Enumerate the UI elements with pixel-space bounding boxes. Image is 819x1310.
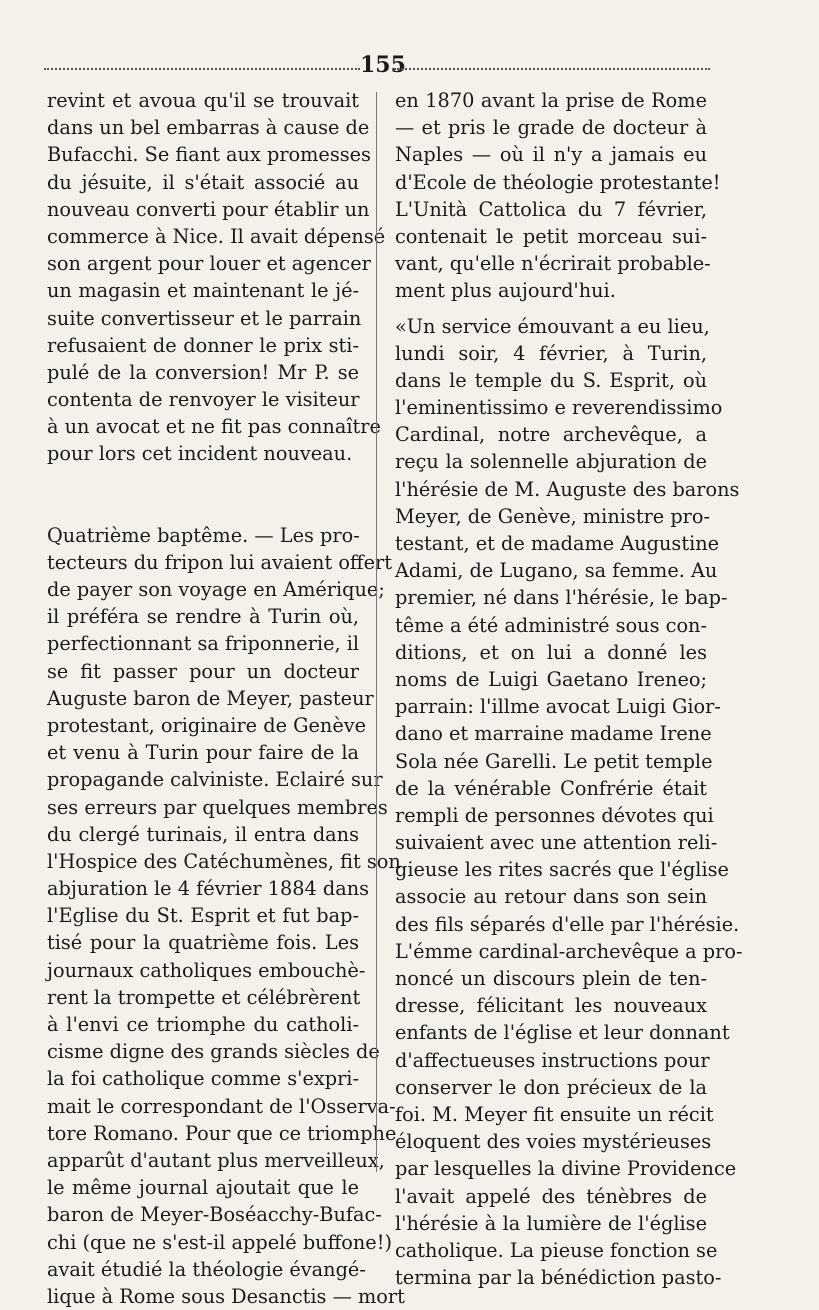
right-column-text-line: l'hérésie à la lumière de l'église [395, 1211, 707, 1235]
left-column-text-line: du jésuite, il s'était associé au [47, 170, 359, 194]
right-column-text-line: lundi soir, 4 février, à Turin, [395, 341, 707, 365]
left-column-text-line: lique à Rome sous Desanctis — mort [47, 1284, 405, 1308]
left-column-text-line: baron de Meyer-Boséacchy-Bufac- [47, 1203, 382, 1227]
left-column [47, 87, 405, 1310]
right-column-text-line: Meyer, de Genève, ministre pro- [395, 504, 711, 528]
left-column-text-line: l'Hospice des Catéchumènes, fit son [47, 849, 401, 873]
right-column-text-line: tême a été administré sous con- [395, 613, 707, 637]
right-column-text-line: dans le temple du S. Esprit, où [395, 368, 707, 392]
left-column-text-line: à un avocat et ne fit pas connaître [47, 415, 381, 439]
right-column-text-line: suivaient avec une attention reli- [395, 831, 718, 855]
left-column-text-line: perfectionnant sa friponnerie, il [47, 632, 360, 656]
header-rule-right [394, 68, 710, 70]
right-column-text-line: l'avait appelé des ténèbres de [395, 1184, 707, 1208]
left-column-text-line: propagande calviniste. Eclairé sur [47, 768, 383, 792]
left-column-text-line: Auguste baron de Meyer, pasteur [47, 686, 374, 710]
right-column-text-line: Naples — où il n'y a jamais eu [395, 143, 707, 167]
right-column-text-line: catholique. La pieuse fonction se [395, 1238, 718, 1262]
right-column-text-line: de la vénérable Confrérie était [395, 776, 707, 800]
right-column-text-line: L'émme cardinal-archevêque a pro- [395, 939, 743, 963]
right-column-text-line: en 1870 avant la prise de Rome [395, 89, 707, 112]
right-column-text-line: noncé un discours plein de ten- [395, 967, 707, 990]
right-column-text-line: rempli de personnes dévotes qui [395, 803, 714, 827]
left-column-text-line: se fit passer pour un docteur [47, 659, 359, 683]
right-column-text-line: ditions, et on lui a donné les [395, 640, 707, 664]
right-column-text-line: parrain: l'illme avocat Luigi Gior- [395, 695, 721, 719]
left-column-text-line: de payer son voyage en Amérique; [47, 578, 385, 601]
left-column-text-line: l'Eglise du St. Esprit et fut bap- [47, 904, 359, 928]
left-column-text-line: pulé de la conversion! Mr P. se [47, 360, 359, 384]
header-rule-left [44, 68, 360, 70]
left-column-text-line: mait le correspondant de l'Osserva- [47, 1094, 396, 1118]
paragraph-gap [395, 305, 707, 313]
right-column-text-line: enfants de l'église et leur donnant [395, 1021, 730, 1045]
left-column-text-line: suite convertisseur et le parrain [47, 306, 362, 330]
right-column-text-line: des fils séparés d'elle par l'hérésie. [395, 912, 740, 936]
left-column-text-line: revint et avoua qu'il se trouvait [47, 89, 359, 112]
right-column-text-line: noms de Luigi Gaetano Ireneo; [395, 667, 707, 691]
left-column-text-line: un magasin et maintenant le jé- [47, 279, 359, 303]
right-column-text-line: Sola née Garelli. Le petit temple [395, 749, 713, 773]
right-column-text-line: par lesquelles la divine Providence [395, 1157, 737, 1181]
page-header [44, 52, 710, 82]
right-column-text-line: dresse, félicitant les nouveaux [395, 994, 707, 1018]
right-column-text-line: gieuse les rites sacrés que l'église [395, 858, 729, 882]
left-column-text-line: à l'envi ce triomphe du catholi- [47, 1013, 359, 1036]
left-column-text-line: il préféra se rendre à Turin où, [47, 605, 359, 629]
left-column-text-line: commerce à Nice. Il avait dépensé [47, 224, 386, 248]
left-column-text-line: pour lors cet incident nouveau. [47, 442, 353, 466]
left-column-text-line: nouveau converti pour établir un [47, 197, 370, 221]
left-column-text-line: du clergé turinais, il entra dans [47, 822, 359, 846]
right-column-text-line: L'Unità Cattolica du 7 février, [395, 197, 707, 221]
left-column-text-line: contenta de renvoyer le visiteur [47, 388, 360, 412]
right-column-text-line: Adami, de Lugano, sa femme. Au [395, 559, 718, 583]
right-column-text-line: termina par la bénédiction pasto- [395, 1266, 722, 1290]
right-column-text-line: l'eminentissimo e reverendissimo [395, 396, 723, 420]
left-column-text-line: journaux catholiques embouchè- [47, 958, 366, 982]
left-column-text-line: rent la trompette et célébrèrent [47, 985, 361, 1009]
right-column-text-line: d'Ecole de théologie protestante! [395, 170, 721, 194]
left-column-text-line: tecteurs du fripon lui avaient offert [47, 550, 393, 574]
right-column-text-line: conserver le don précieux de la [395, 1075, 707, 1099]
right-column-text-line: l'hérésie de M. Auguste des barons [395, 477, 740, 501]
left-column-text-line: chi (que ne s'est-il appelé buffone!) [47, 1230, 392, 1254]
left-column-text-line: cisme digne des grands siècles de [47, 1040, 380, 1064]
right-column-text-line: Cardinal, notre archevêque, a [395, 423, 707, 447]
left-column-text-line: Quatrième baptême. — Les pro- [47, 523, 360, 547]
right-column-text-line: associe au retour dans son sein [395, 885, 707, 909]
right-column-text-line: contenait le petit morceau sui- [395, 224, 707, 248]
right-column-text-line: testant, et de madame Augustine [395, 532, 720, 555]
left-column-text-line: tore Romano. Pour que ce triomphe [47, 1121, 397, 1145]
left-column-text-line: et venu à Turin pour faire de la [47, 741, 359, 765]
right-column-text-line: reçu la solennelle abjuration de [395, 450, 707, 474]
right-column [395, 87, 743, 1291]
left-column-text-line: ses erreurs par quelques membres [47, 795, 388, 819]
left-column-text-line: son argent pour louer et agencer [47, 252, 371, 276]
right-column-text-line: premier, né dans l'hérésie, le bap- [395, 586, 728, 610]
left-column-text-line: Bufacchi. Se fiant aux promesses [47, 143, 371, 167]
section-gap [47, 468, 359, 522]
right-column-text-line: vant, qu'elle n'écrirait probable- [395, 252, 711, 276]
right-column-text-line: dano et marraine madame Irene [395, 722, 712, 746]
left-column-text-line: protestant, originaire de Genève [47, 713, 367, 737]
right-column-text-line: d'affectueuses instructions pour [395, 1048, 710, 1072]
left-column-text-line: la foi catholique comme s'expri- [47, 1067, 359, 1091]
left-column-text-line: abjuration le 4 février 1884 dans [47, 877, 370, 901]
left-column-text-line: refusaient de donner le prix sti- [47, 333, 359, 357]
left-column-text-line: dans un bel embarras à cause de [47, 116, 370, 140]
left-column-text-line: apparût d'autant plus merveilleux, [47, 1148, 385, 1172]
right-column-text-line: éloquent des voies mystérieuses [395, 1130, 712, 1154]
page-number: 155 [360, 52, 406, 78]
left-column-text-line: le même journal ajoutait que le [47, 1176, 359, 1200]
right-column-text-line: foi. M. Meyer fit ensuite un récit [395, 1102, 714, 1126]
right-column-text-line: — et pris le grade de docteur à [395, 116, 707, 140]
left-column-text-line: tisé pour la quatrième fois. Les [47, 931, 359, 955]
column-divider [376, 92, 377, 1172]
right-column-text-line: «Un service émouvant a eu lieu, [395, 314, 710, 338]
left-column-text-line: avait étudié la théologie évangé- [47, 1257, 366, 1281]
right-column-text-line: ment plus aujourd'hui. [395, 279, 616, 303]
